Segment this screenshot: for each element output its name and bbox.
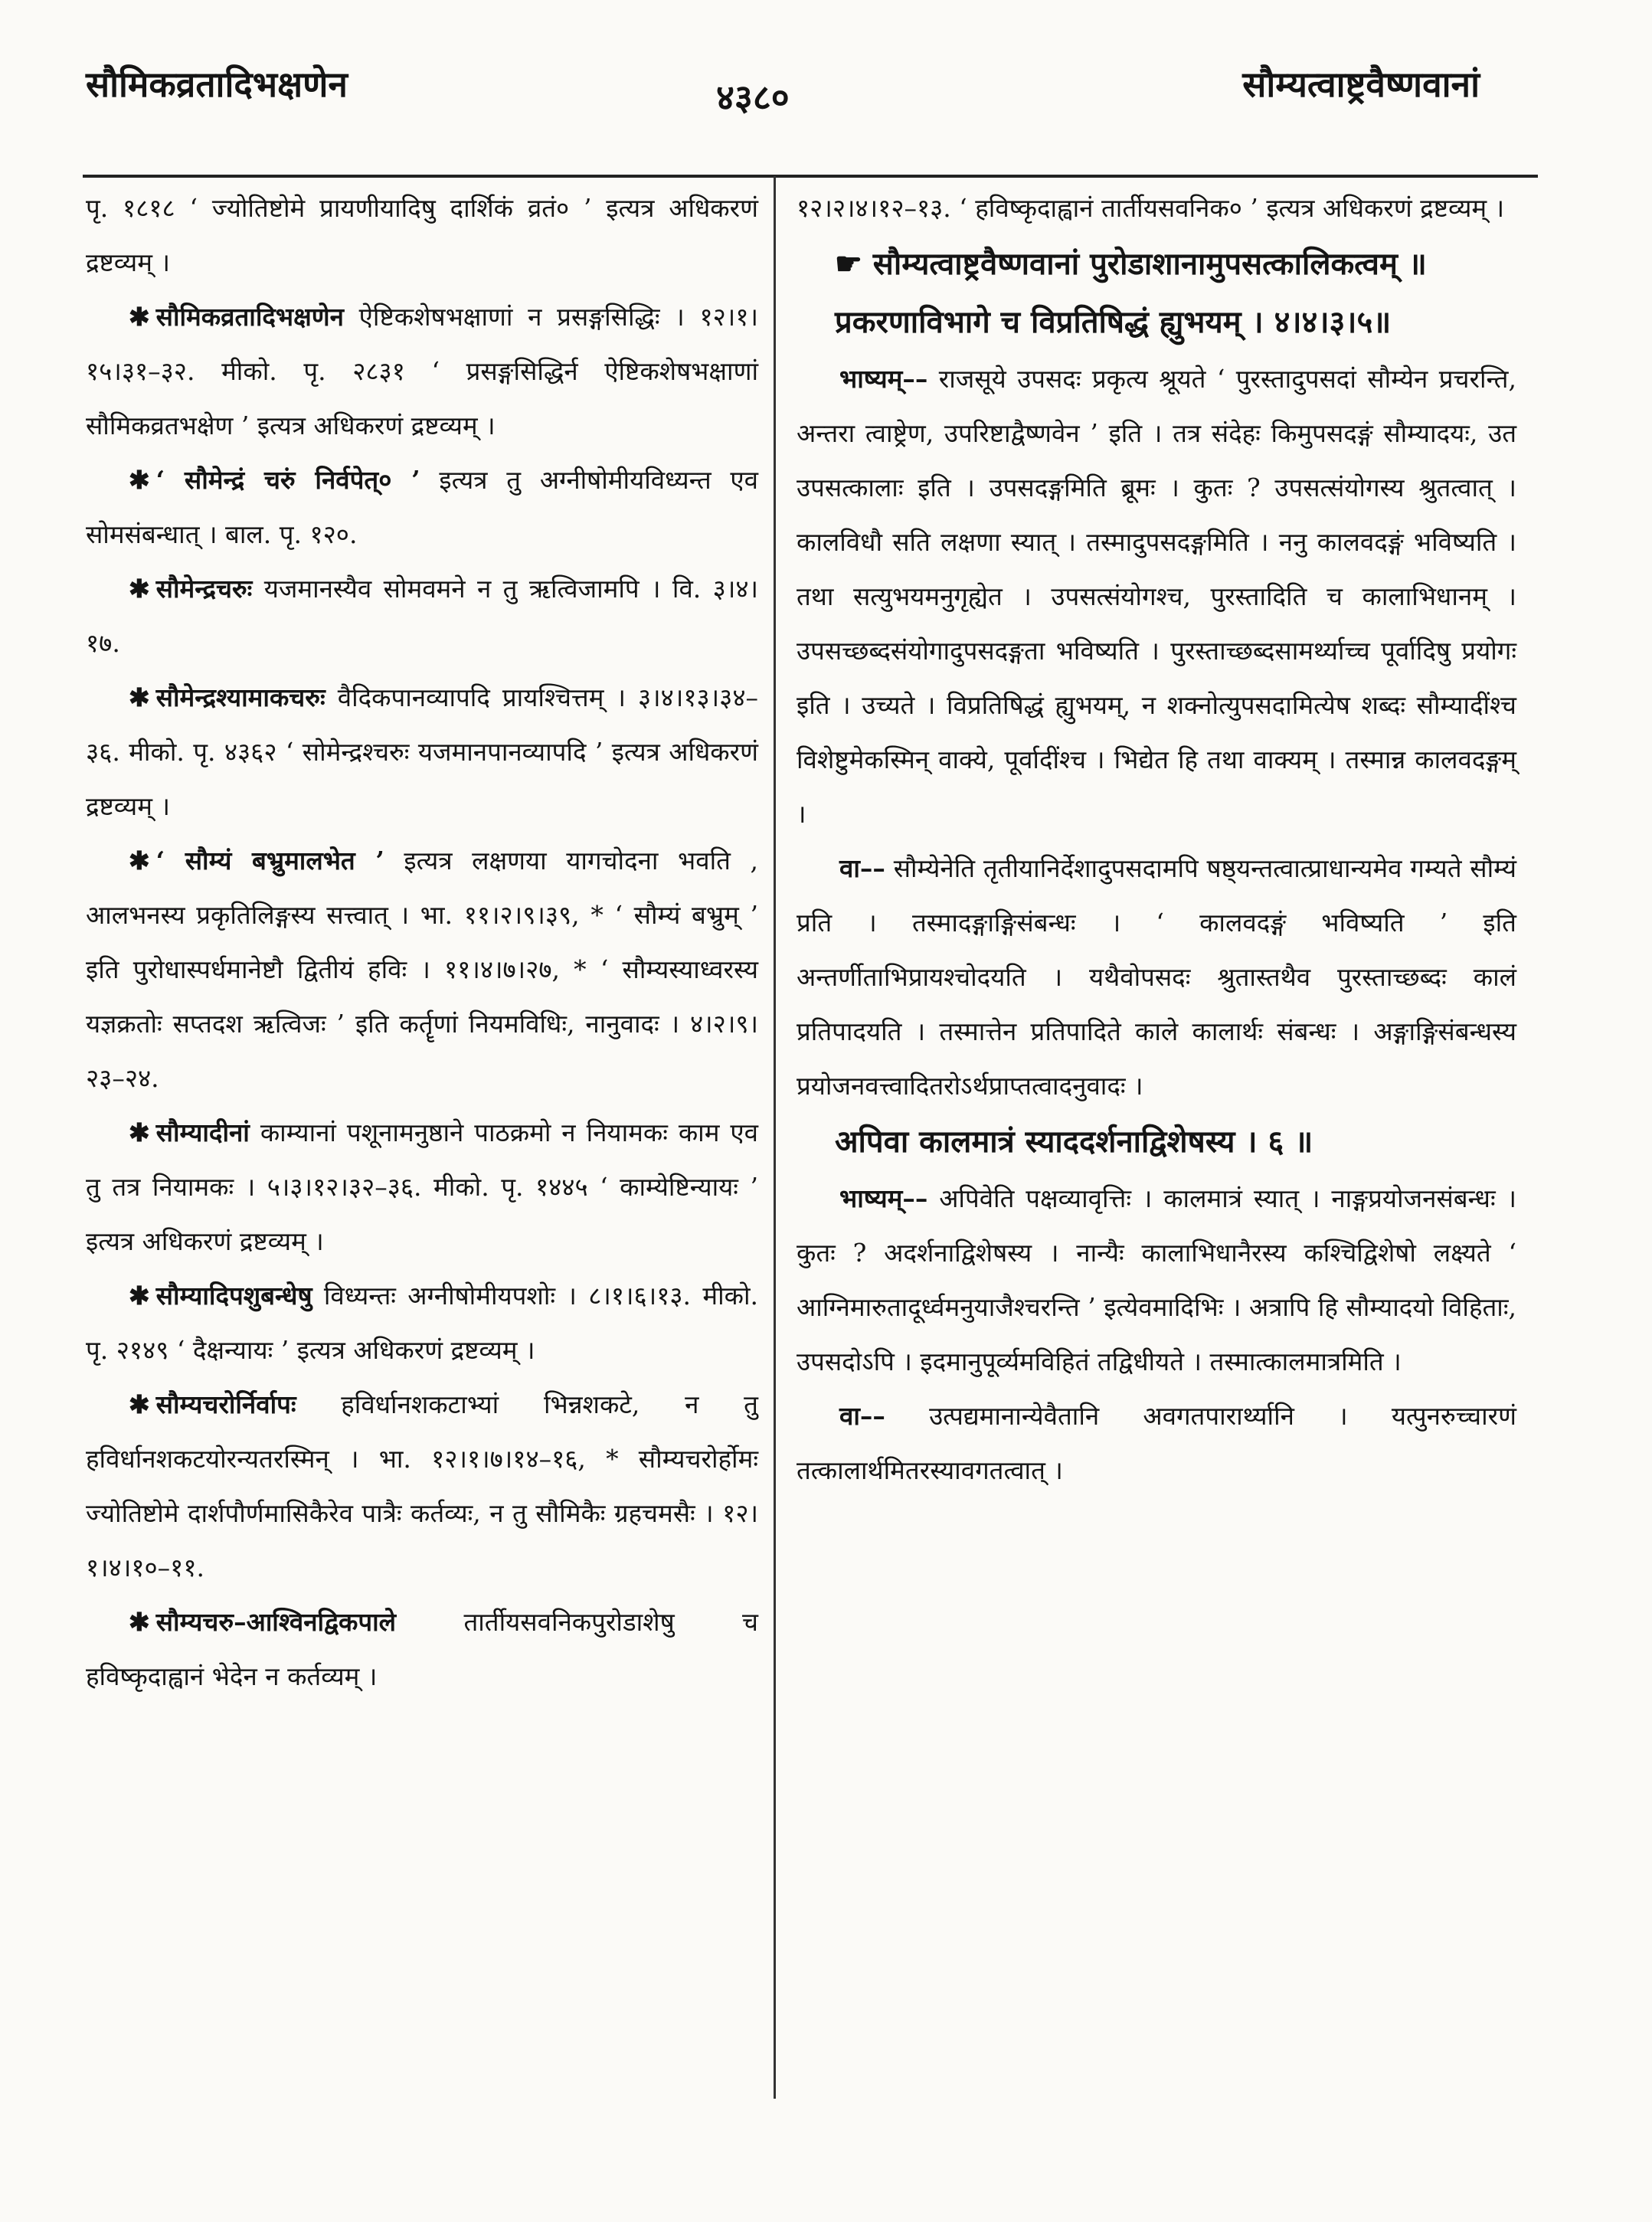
entry-text: वैदिकपानव्यापदि प्रायश्चित्तम् । ३।४।१३।३४–३६. मीको. पृ. ४३६२ ‘ सोमेन्द्रश्चरुः यजमानपानव्यापदि ’ इत्यत्र अधिकरणं द्रष्टव्यम् । <box>86 682 758 821</box>
index-entry <box>86 453 758 561</box>
entry-headword: सौमेन्द्रश्यामाकचरुः <box>155 682 325 712</box>
running-head-right: सौम्यत्वाष्ट्रवैष्णवानां <box>1242 64 1480 105</box>
asterisk-icon: ✱ <box>129 465 150 495</box>
commentary-label: वा–– <box>839 1401 885 1431</box>
commentary-text: सौम्येनेति तृतीयानिर्देशादुपसदामपि षष्ठ्यन्तत्वात्प्राधान्यमेव गम्यते सौम्यं प्रति । तस्मादङ्गाङ्गिसंबन्धः । ‘ कालवदङ्गं भविष्यति ’ इति अन्तर्णीताभिप्रायश्चोदयति । यथैवोपसदः श्रुतास्तथैव पुरस्ताच्छब्दः कालं प्रतिपादयति । तस्मात्तेन प्रतिपादिते काले कालार्थः संबन्धः । अङ्गाङ्गिसंबन्धस्य प्रयोजनवत्त्वादितरोऽर्थप्राप्तत्वादनुवादः । <box>797 853 1516 1101</box>
asterisk-icon: ✱ <box>129 682 150 712</box>
commentary-text: राजसूये उपसदः प्रकृत्य श्रूयते ‘ पुरस्तादुपसदां सौम्येन प्रचरन्ति, अन्तरा त्वाष्ट्रेण, उपरिष्टाद्वैष्णवेन ’ इति । तत्र संदेहः किमुपसदङ्गं सौम्यादयः, उत उपसत्कालाः इति । उपसदङ्गमिति ब्रूमः । कुतः ? उपसत्संयोगस्य श्रुतत्वात् । कालविधौ सति लक्षणा स्यात् । तस्मादुपसदङ्गमिति । ननु कालवदङ्गं भविष्यति । तथा सत्युभयमनुगृह्येत । उपसत्संयोगश्च, पुरस्तादिति च कालाभिधानम् । उपसच्छब्दसंयोगादुपसदङ्गता भविष्यति । पुरस्ताच्छब्दसामर्थ्याच्च पूर्वादिषु प्रयोगः इति । उच्यते । विप्रतिषिद्धं ह्युभयम्, न शक्नोत्युपसदामित्येष शब्दः सौम्यादींश्च विशेष्टुमेकस्मिन् वाक्ये, पूर्वादींश्च । भिद्येत हि तथा वाक्यम् । तस्मान्न कालवदङ्गम् । <box>797 364 1516 829</box>
commentary-text: अपिवेति पक्षव्यावृत्तिः । कालमात्रं स्यात् । नाङ्गप्रयोजनसंबन्धः । कुतः ? अदर्शनाद्विशेषस्य । नान्यैः कालाभिधानैरस्य कश्चिद्विशेषो लक्ष्यते ‘ आग्निमारुतादूर्ध्वमनुयाजैश्चरन्ति ’ इत्येवमादिभिः । अत्रापि हि सौम्यादयो विहिताः, उपसदोऽपि । इदमानुपूर्व्यमविहितं तद्विधीयते । तस्मात्कालमात्रमिति । <box>797 1183 1516 1376</box>
entry-headword: सौमेन्द्रचरुः <box>155 574 253 604</box>
sutra-heading: प्रकरणाविभागे च विप्रतिषिद्धं ह्युभयम् । ४।४।३।५॥ <box>835 304 1392 340</box>
asterisk-icon: ✱ <box>129 846 150 875</box>
index-entry <box>86 833 758 1105</box>
entry-text: इत्यत्र तु अग्नीषोमीयविध्यन्त एव सोमसंबन्धात् । बाल. पृ. १२०. <box>86 465 759 549</box>
entry-text: इत्यत्र लक्षणया यागचोदना भवति , आलभनस्य प्रकृतिलिङ्गस्य सत्त्वात् । भा. ११।२।९।३९, * ‘ सौम्यं बभ्रुम् ’ इति पुरोधास्पर्धमानेष्टौ द्वितीयं हविः । ११।४।७।२७, * ‘ सौम्यस्याध्वरस्य यज्ञक्रतोः सप्तदश ऋत्विजः ’ इति कर्तॄणां नियमविधिः, नानुवादः । ४।२।९।२३–२४. <box>86 846 758 1093</box>
asterisk-icon: ✱ <box>129 574 150 604</box>
asterisk-icon: ✱ <box>129 1389 150 1419</box>
index-entry <box>86 290 758 453</box>
paragraph: १२।२।४।१२–१३. ‘ हविष्कृदाह्वानं तार्तीयसवनिक० ’ इत्यत्र अधिकरणं द्रष्टव्यम् । <box>797 193 1505 223</box>
paragraph: पृ. १८१८ ‘ ज्योतिष्टोमे प्रायणीयादिषु दार्शिकं व्रतं० ’ इत्यत्र अधिकरणं द्रष्टव्यम् । <box>86 193 758 277</box>
index-entry <box>86 1105 758 1268</box>
header-rule <box>83 175 1538 178</box>
asterisk-icon: ✱ <box>129 1607 150 1637</box>
index-entry <box>86 670 758 833</box>
entry-text: काम्यानां पशूनामनुष्ठाने पाठक्रमो न नियामकः काम एव तु तत्र नियामकः । ५।३।१२।३२–३६. मीको. पृ. १४४५ ‘ काम्येष्टिन्यायः ’ इत्यत्र अधिकरणं द्रष्टव्यम् । <box>86 1118 758 1256</box>
right-column <box>797 181 1516 1497</box>
entry-headword: ‘ सौमेन्द्रं चरुं निर्वपेत्० ’ <box>155 465 420 495</box>
commentary-label: वा–– <box>839 853 885 883</box>
index-entry <box>86 1268 758 1377</box>
index-entry <box>86 1377 758 1595</box>
asterisk-icon: ✱ <box>129 302 150 332</box>
commentary-paragraph <box>797 841 1516 1113</box>
commentary-label: भाष्यम्–– <box>839 1183 928 1213</box>
entry-headword: सौम्यादिपशुबन्धेषु <box>155 1281 312 1311</box>
page-number: ४३८० <box>716 77 790 118</box>
entry-headword: सौमिकव्रतादिभक्षणेन <box>155 302 344 332</box>
pointing-hand-icon: ☛ <box>835 246 873 282</box>
commentary-paragraph <box>797 1389 1516 1497</box>
asterisk-icon: ✱ <box>129 1118 150 1147</box>
entry-headword: सौम्यचरोर्निर्वापः <box>155 1389 296 1419</box>
commentary-paragraph <box>797 352 1516 841</box>
entry-headword: सौम्यादीनां <box>155 1118 250 1147</box>
index-entry <box>86 1595 758 1703</box>
entry-headword: ‘ सौम्यं बभ्रुमालभेत ’ <box>155 846 384 875</box>
entry-text: विध्यन्तः अग्नीषोमीयपशोः । ८।१।६।१३. मीको. पृ. २१४९ ‘ दैक्षन्यायः ’ इत्यत्र अधिकरणं द्रष्टव्यम् । <box>86 1281 758 1365</box>
commentary-label: भाष्यम्–– <box>839 364 928 394</box>
entry-text: यजमानस्यैव सोमवमने न तु ऋत्विजामपि । वि. ३।४।१७. <box>86 574 758 658</box>
running-head-left: सौमिकव्रतादिभक्षणेन <box>86 64 348 105</box>
commentary-text: उत्पद्यमानान्येवैतानि अवगतपारार्थ्यानि । यत्पुनरुच्चारणं तत्कालार्थमितरस्यावगतत्वात् । <box>797 1401 1516 1485</box>
left-column <box>86 181 758 1703</box>
sutra-heading: अपिवा कालमात्रं स्याददर्शनाद्विशेषस्य । ६ ॥ <box>835 1124 1313 1160</box>
commentary-paragraph <box>797 1171 1516 1389</box>
entry-text: ऐष्टिकशेषभक्षाणां न प्रसङ्गसिद्धिः । १२।१।१५।३१–३२. मीको. पृ. २८३१ ‘ प्रसङ्गसिद्धिर्न ऐष्टिकशेषभक्षाणां सौमिकव्रतभक्षेण ’ इत्यत्र अधिकरणं द्रष्टव्यम् । <box>86 302 758 440</box>
sutra-heading: ☛ सौम्यत्वाष्ट्रवैष्णवानां पुरोडाशानामुपसत्कालिकत्वम् ॥ <box>835 246 1427 282</box>
column-divider <box>774 176 776 2099</box>
index-entry <box>86 561 758 670</box>
entry-text: तार्तीयसवनिकपुरोडाशेषु च हविष्कृदाह्वानं भेदेन न कर्तव्यम् । <box>86 1607 758 1691</box>
entry-headword: सौम्यचरु–आश्विनद्विकपाले <box>155 1607 397 1637</box>
asterisk-icon: ✱ <box>129 1281 150 1311</box>
entry-text: हविर्धानशकटाभ्यां भिन्नशकटे, न तु हविर्धानशकटयोरन्यतरस्मिन् । भा. १२।१।७।१४–१६, * सौम्यचरोर्होमः ज्योतिष्टोमे दार्शपौर्णमासिकैरेव पात्रैः कर्तव्यः, न तु सौमिकैः ग्रहचमसैः । १२।१।४।१०–११. <box>86 1389 758 1582</box>
